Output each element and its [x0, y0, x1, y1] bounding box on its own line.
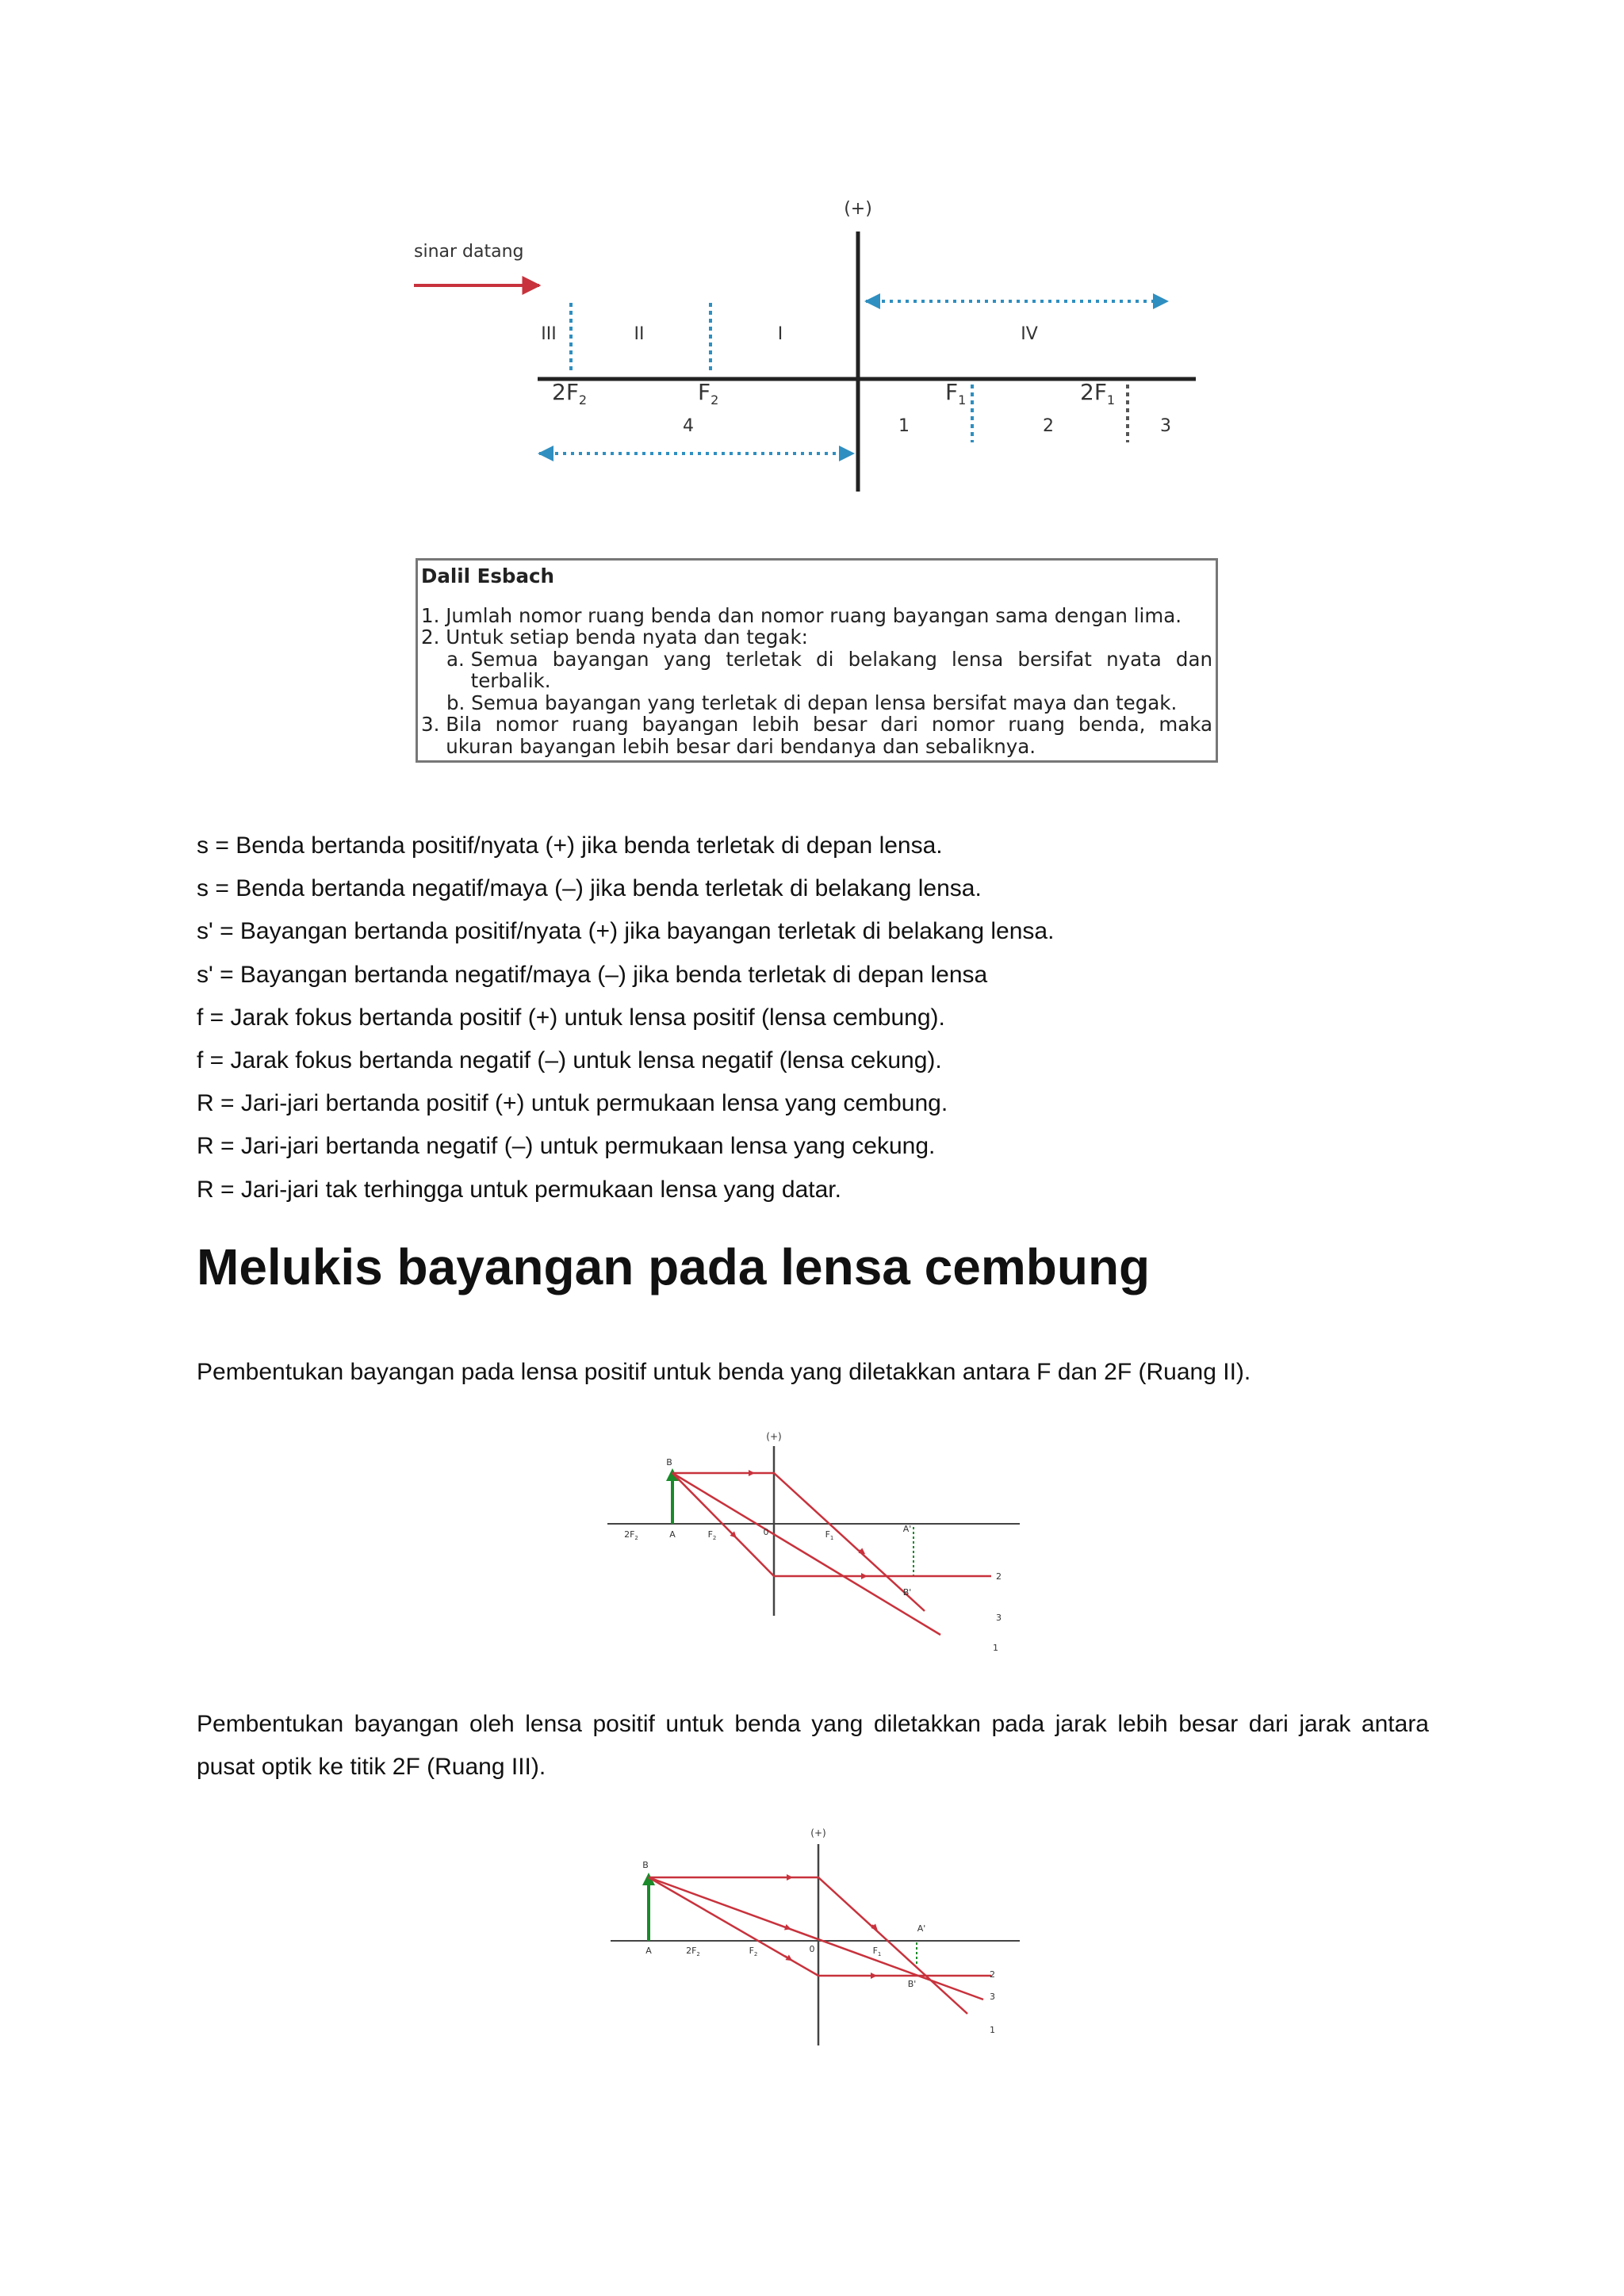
- point-f2: $F_2$: [698, 379, 719, 408]
- point-2f1: $2F_1$: [1080, 379, 1116, 408]
- axis-sign: (+): [810, 1827, 826, 1839]
- sign-convention-list: [197, 825, 1054, 1211]
- label-a: A: [645, 1946, 652, 1956]
- ray-3: [672, 1473, 940, 1635]
- ray-arrowhead: [783, 1927, 788, 1928]
- ray-diagram-ruang-ii: [607, 1427, 1036, 1657]
- esbach-item-text: Semua bayangan yang terletak di belakang lensa bersifat nyata dan terbalik.: [470, 647, 1212, 692]
- point-f1: $F_1$: [945, 379, 967, 408]
- ray-arrowhead: [731, 1533, 734, 1536]
- space-label-i: I: [777, 324, 783, 344]
- rule-line: R = Jari-jari tak terhingga untuk permukaan lensa yang datar.: [197, 1176, 841, 1203]
- ray-1: [672, 1473, 925, 1611]
- esbach-item-number: 3.: [421, 713, 440, 736]
- label-b: B: [642, 1860, 649, 1870]
- ray-2: [649, 1877, 991, 1976]
- incoming-ray-label: sinar datang: [414, 242, 524, 262]
- esbach-item-text: Semua bayangan yang terletak di depan lensa bersifat maya dan tegak.: [471, 691, 1178, 714]
- space-label-3: 3: [1160, 416, 1171, 436]
- label-a-image: A': [917, 1923, 926, 1934]
- rule-line: s' = Bayangan bertanda negatif/maya (–) jika benda terletak di depan lensa: [197, 961, 988, 988]
- space-label-2: 2: [1043, 416, 1054, 436]
- ray-label-3: 3: [996, 1613, 1002, 1623]
- space-label-ii: II: [634, 324, 645, 344]
- label-f1: $F_1$: [825, 1529, 834, 1541]
- ray-label-2: 2: [990, 1969, 995, 1980]
- label-f1: $F_1$: [872, 1946, 882, 1957]
- label-b: B: [666, 1457, 672, 1468]
- section-title: Melukis bayangan pada lensa cembung: [197, 1238, 1151, 1295]
- esbach-item-2b: [421, 692, 1212, 714]
- space-label-1: 1: [898, 416, 910, 436]
- axis-sign: (+): [844, 199, 872, 219]
- axis-sign: (+): [766, 1431, 782, 1442]
- ray-label-1: 1: [993, 1643, 998, 1653]
- ray-3: [649, 1877, 983, 1999]
- ray-label-2: 2: [996, 1571, 1002, 1582]
- esbach-item-number: 2.: [421, 626, 440, 649]
- esbach-item-text: Bila nomor ruang bayangan lebih besar dari nomor ruang benda, maka ukuran bayangan lebih besar dari bendanya dan sebaliknya.: [446, 713, 1212, 758]
- esbach-item-3: [421, 714, 1212, 757]
- paragraph-ruang-ii: Pembentukan bayangan pada lensa positif untuk benda yang diletakkan antara F dan 2F (Ruang II).: [197, 1359, 1251, 1385]
- space-label-4: 4: [683, 416, 694, 436]
- paragraph-ruang-iii: Pembentukan bayangan oleh lensa positif untuk benda yang diletakkan pada jarak lebih besar dari jarak antara pusat optik ke titik 2F (Ruang III).: [197, 1711, 1429, 1780]
- rule-line: R = Jari-jari bertanda positif (+) untuk permukaan lensa yang cembung.: [197, 1090, 948, 1117]
- esbach-title: Dalil Esbach: [421, 564, 554, 587]
- esbach-item-text: Untuk setiap benda nyata dan tegak:: [446, 626, 808, 649]
- dalil-esbach-box: [416, 558, 1218, 763]
- label-a-image: A': [902, 1524, 912, 1534]
- rule-line: s = Benda bertanda negatif/maya (–) jika benda terletak di belakang lensa.: [197, 875, 982, 902]
- esbach-item-number: a.: [446, 647, 465, 671]
- space-label-iv: IV: [1021, 324, 1038, 344]
- esbach-item-number: 1.: [421, 603, 440, 627]
- lens-space-diagram: [404, 190, 1237, 507]
- esbach-item-text: Jumlah nomor ruang benda dan nomor ruang bayangan sama dengan lima.: [446, 603, 1182, 627]
- space-label-iii: III: [541, 324, 557, 344]
- label-2f2: $2F_2$: [686, 1946, 700, 1957]
- label-f2: $F_2$: [707, 1529, 717, 1541]
- rule-line: s = Benda bertanda positif/nyata (+) jika benda terletak di depan lensa.: [197, 832, 943, 859]
- esbach-item-2a: [421, 649, 1212, 692]
- label-o: 0: [809, 1944, 815, 1954]
- label-b-image: B': [902, 1587, 912, 1598]
- ray-label-3: 3: [990, 1992, 995, 2002]
- rule-line: R = Jari-jari bertanda negatif (–) untuk permukaan lensa yang cekung.: [197, 1133, 936, 1160]
- label-o: 0: [763, 1527, 769, 1537]
- point-2f2: $2F_2$: [552, 379, 588, 408]
- ray-diagram-ruang-iii: [611, 1823, 1031, 2053]
- label-a: A: [669, 1529, 676, 1540]
- label-f2: $F_2$: [749, 1946, 758, 1957]
- esbach-item-1: [421, 605, 1212, 627]
- ray-label-1: 1: [990, 2025, 995, 2035]
- rule-line: f = Jarak fokus bertanda positif (+) untuk lensa positif (lensa cembung).: [197, 1004, 945, 1031]
- rule-line: f = Jarak fokus bertanda negatif (–) untuk lensa negatif (lensa cekung).: [197, 1047, 942, 1073]
- label-b-image: B': [907, 1979, 917, 1989]
- esbach-item-number: b.: [446, 691, 465, 714]
- rule-line: s' = Bayangan bertanda positif/nyata (+) jika bayangan terletak di belakang lensa.: [197, 918, 1055, 945]
- label-2f2: $2F_2$: [624, 1529, 638, 1541]
- esbach-item-2: [421, 626, 1212, 649]
